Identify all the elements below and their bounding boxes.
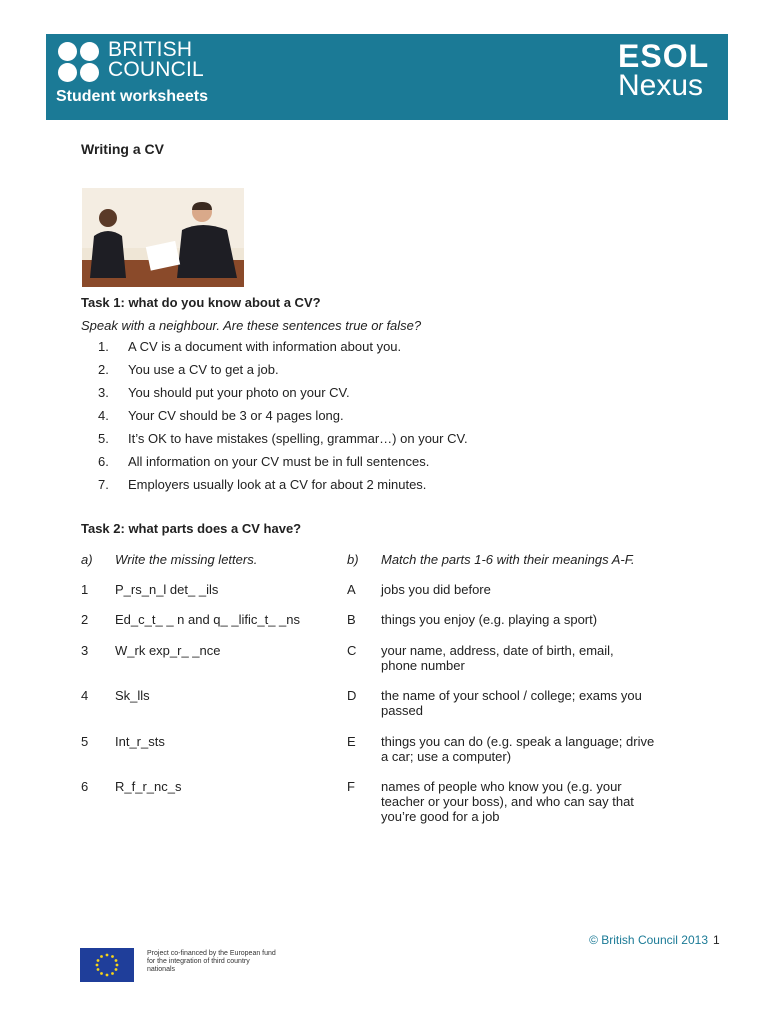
eu-flag-icon xyxy=(80,948,134,982)
row-letter: E xyxy=(347,734,356,749)
task1-list xyxy=(98,339,468,500)
british-council-logo-icon xyxy=(58,42,102,82)
col-b-instruction: Match the parts 1-6 with their meanings A-F. xyxy=(381,552,635,567)
gap-word: R_f_r_nc_s xyxy=(115,779,182,794)
copyright: © British Council 2013 xyxy=(589,933,708,947)
meaning: your name, address, date of birth, email, phone number xyxy=(381,643,614,673)
row-number: 4 xyxy=(81,688,89,703)
eu-funding-note: Project co-financed by the European fund for the integration of third country nationals xyxy=(147,950,276,973)
row-number: 5 xyxy=(81,734,89,749)
col-a-label: a) xyxy=(81,552,93,567)
col-a-instruction: Write the missing letters. xyxy=(115,552,258,567)
gap-word: W_rk exp_r_ _nce xyxy=(115,643,221,658)
interview-photo xyxy=(82,188,244,287)
list-item: 6. All information on your CV must be in full sentences. xyxy=(98,454,430,469)
esol-nexus-logo: ESOL Nexus xyxy=(618,38,710,102)
row-number: 2 xyxy=(81,612,89,627)
task1-instruction: Speak with a neighbour. Are these sentences true or false? xyxy=(81,318,422,333)
task2-table xyxy=(81,552,701,842)
row-letter: D xyxy=(347,688,357,703)
meaning: the name of your school / college; exams you passed xyxy=(381,688,642,718)
list-item: 2. You use a CV to get a job. xyxy=(98,362,279,377)
task1-heading: Task 1: what do you know about a CV? xyxy=(81,295,321,310)
list-item: 7. Employers usually look at a CV for about 2 minutes. xyxy=(98,477,427,492)
row-letter: B xyxy=(347,612,356,627)
meaning: names of people who know you (e.g. your teacher or your boss), and who can say that you’re good for a job xyxy=(381,779,634,824)
row-letter: C xyxy=(347,643,357,658)
gap-word: Sk_lls xyxy=(115,688,150,703)
row-letter: A xyxy=(347,582,356,597)
header-subtitle: Student worksheets xyxy=(56,88,209,105)
gap-word: Ed_c_t_ _ n and q_ _lific_t_ _ns xyxy=(115,612,301,627)
page-title: Writing a CV xyxy=(81,141,164,157)
meaning: things you enjoy (e.g. playing a sport) xyxy=(381,612,598,627)
meaning: things you can do (e.g. speak a language; drive a car; use a computer) xyxy=(381,734,655,764)
header-banner xyxy=(46,34,728,120)
page-number: 1 xyxy=(713,933,720,947)
row-number: 3 xyxy=(81,643,89,658)
list-item: 5. It’s OK to have mistakes (spelling, grammar…) on your CV. xyxy=(98,431,468,446)
row-number: 1 xyxy=(81,582,89,597)
task2-heading: Task 2: what parts does a CV have? xyxy=(81,521,302,536)
meaning: jobs you did before xyxy=(381,582,491,597)
list-item: 4. Your CV should be 3 or 4 pages long. xyxy=(98,408,344,423)
list-item: 3. You should put your photo on your CV. xyxy=(98,385,350,400)
col-b-label: b) xyxy=(347,552,359,567)
row-number: 6 xyxy=(81,779,89,794)
gap-word: Int_r_sts xyxy=(115,734,165,749)
list-item: 1. A CV is a document with information about you. xyxy=(98,339,402,354)
british-council-wordmark: BRITISH COUNCIL xyxy=(108,38,204,81)
row-letter: F xyxy=(347,779,355,794)
gap-word: P_rs_n_l det_ _ils xyxy=(115,582,219,597)
